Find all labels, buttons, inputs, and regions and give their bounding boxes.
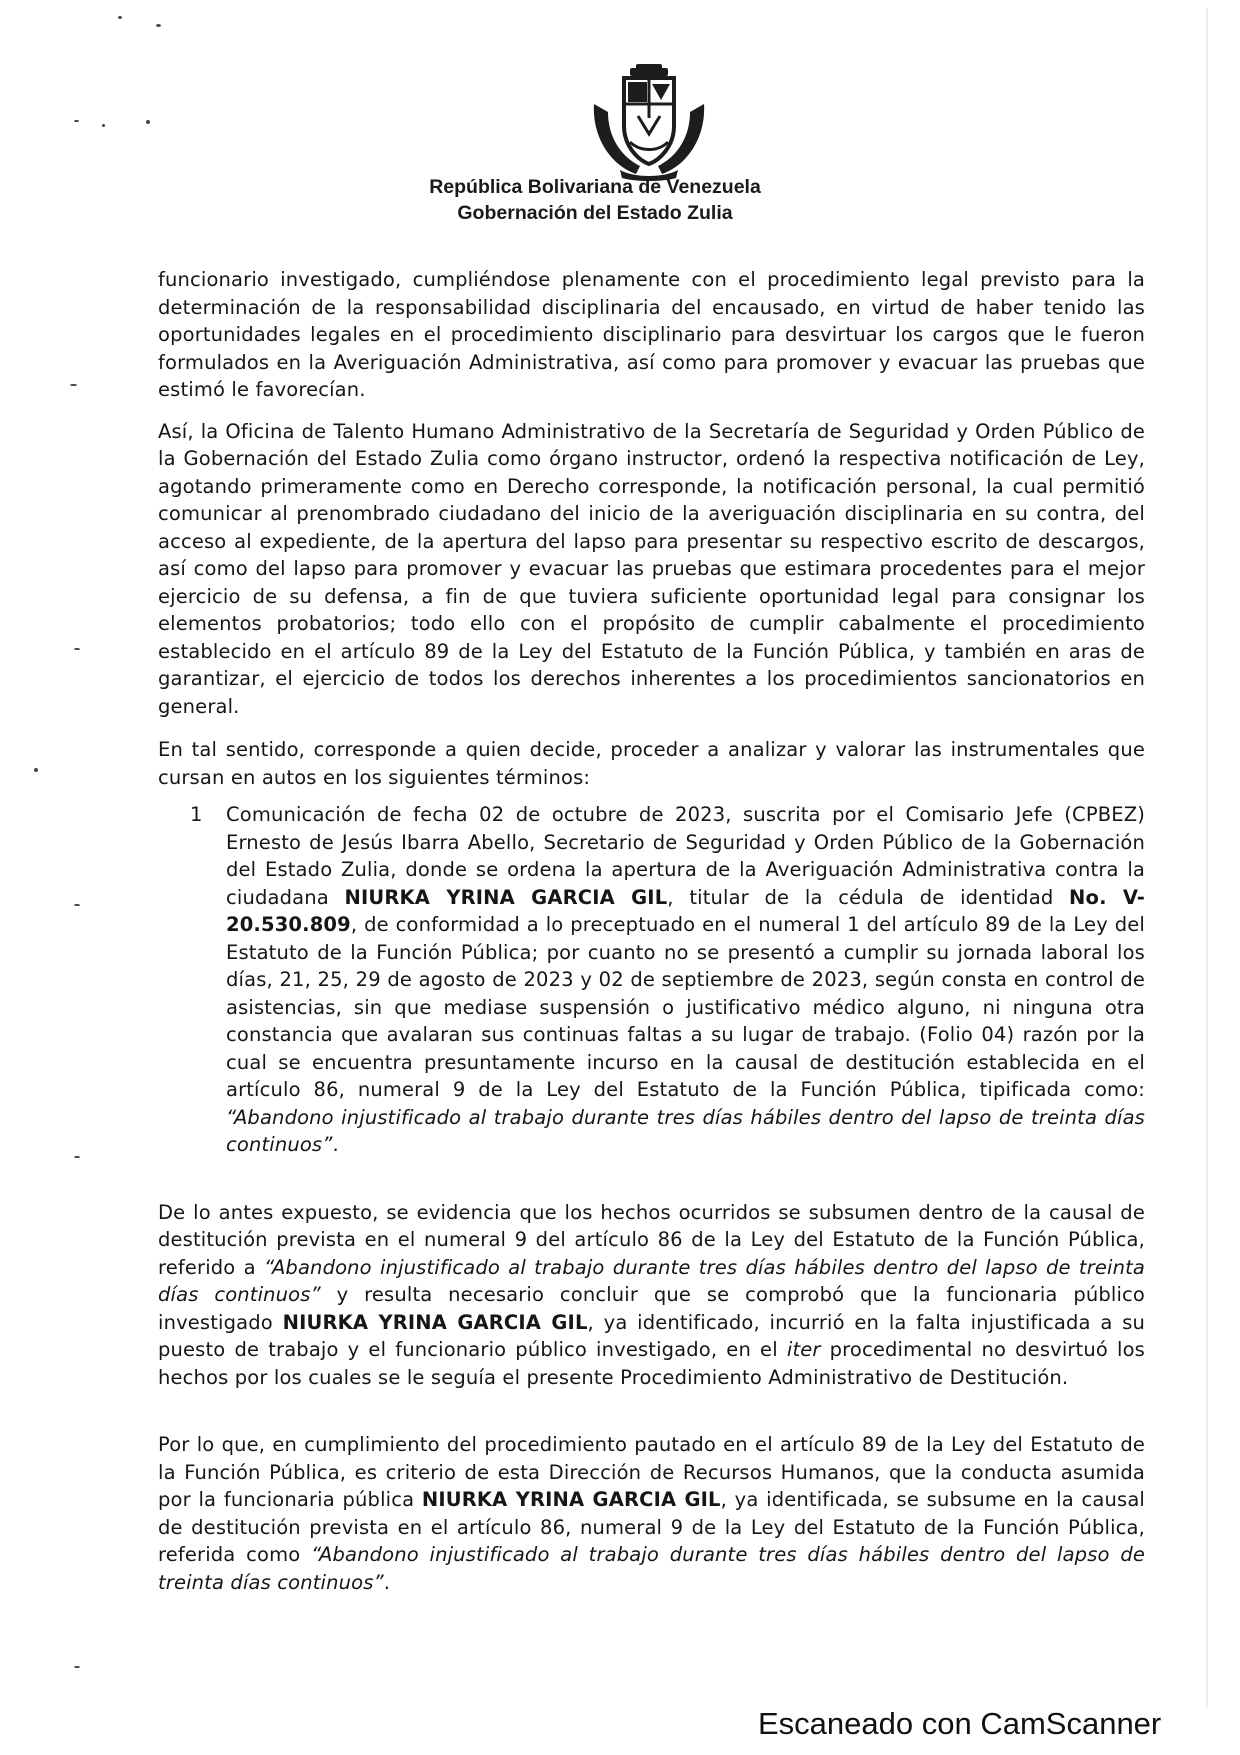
- text-segment: Por lo que, en cumplimiento del procedimiento pautado en el artículo 89 de la Ley del Estatuto de la Función Pública, es criterio de esta Dirección de Recursos Humanos, que la conducta asumida por la funcionaria pública: [158, 1433, 1145, 1511]
- scan-speck: [34, 768, 38, 772]
- scanner-watermark: Escaneado con CamScanner: [758, 1706, 1162, 1741]
- text-segment: y resulta necesario concluir que se comprobó que la funcionaria público investigado: [158, 1283, 1146, 1334]
- scan-speck: [70, 384, 77, 386]
- coat-of-arms-icon: [590, 64, 708, 182]
- list-item: [158, 801, 1145, 1159]
- scan-speck: [102, 124, 105, 127]
- paragraph-5: [158, 1199, 1145, 1392]
- text-segment: , ya identificado, incurrió en la falta injustificada a su puesto de trabajo y el funcionario público investigado, en el: [158, 1310, 1146, 1361]
- text-segment: .: [383, 1570, 391, 1594]
- scan-speck: [74, 904, 80, 906]
- scan-speck: [74, 648, 80, 650]
- scan-speck: [118, 16, 122, 19]
- scan-speck: [74, 120, 79, 122]
- scan-speck: [156, 24, 161, 27]
- person-name: NIURKA YRINA GARCIA GIL: [282, 1310, 588, 1334]
- paragraph-1: funcionario investigado, cumpliéndose plenamente con el procedimiento legal previsto para la determinación de la responsabilidad disciplinaria del encausado, en virtud de haber tenido las oportunidades legales en el procedimiento disciplinario para desvirtuar los cargos que le fueron formulados en la Averiguación Administrativa, así como para promover y evacuar las pruebas que estimó le favorecían.: [158, 268, 1145, 401]
- scan-speck: [74, 1666, 80, 1668]
- paragraph-3: En tal sentido, corresponde a quien decide, proceder a analizar y valorar las instrumentales que cursan en autos en los siguientes términos:: [158, 738, 1145, 789]
- latin-term: iter: [786, 1338, 821, 1361]
- paragraph-2: Así, la Oficina de Talento Humano Administrativo de la Secretaría de Seguridad y Orden Público de la Gobernación del Estado Zulia como órgano instructor, ordenó la respectiva notificación de Ley, agotando primeramente como en Derecho corresponde, la notificación personal, la cual permitió comunicar al prenombrado ciudadano del inicio de la averiguación disciplinaria en su contra, del acceso al expediente, de la apertura del lapso para presentar su respectivo escrito de descargos, así como del lapso para promover y evacuar las pruebas que estimara procedentes para el mejor ejercicio de su defensa, a fin de que tuviera suficiente oportunidad legal para consignar los elementos probatorios; todo ello con el propósito de cumplir cabalmente el procedimiento establecido en el artículo 89 de la Ley del Estatuto de la Función Pública, y también en aras de garantizar, el ejercicio de todos los derechos inherentes a los procedimientos sancionatorios en general.: [158, 419, 1145, 718]
- text-segment: , ya identificada, se subsume en la causal de destitución prevista en el artículo 86, numeral 9 de la Ley del Estatuto de la Función Pública, referida como: [158, 1488, 1145, 1566]
- letterhead-republic: República Bolivariana de Venezuela: [429, 176, 761, 198]
- person-name: NIURKA YRINA GARCIA GIL: [421, 1488, 721, 1511]
- item-text-segment: , titular de la cédula de identidad: [667, 885, 1070, 909]
- letterhead-government: Gobernación del Estado Zulia: [457, 202, 733, 224]
- text-segment: De lo antes expuesto, se evidencia que los hechos ocurridos se subsumen dentro de la causal de destitución prevista en el numeral 9 del artículo 86 de la Ley del Estatuto de la Función Pública, referido a: [158, 1200, 1145, 1279]
- scan-speck: [146, 120, 150, 124]
- list-item-number: 1: [190, 803, 203, 826]
- item-text-segment: , de conformidad a lo preceptuado en el numeral 1 del artículo 89 de la Ley del Estatuto de la Función Pública; por cuanto no se presentó a cumplir su jornada laboral los días, 21, 25, 29 de agosto de 2023 y 02 de septiembre de 2023, según consta en control de asistencias, sin que mediase suspensión o justificativo médico alguno, ni ninguna otra constancia que avalaran sus continuas faltas a su lugar de trabajo. (Folio 04) razón por la cual se encuentra presuntamente incurso en la causal de destitución establecida en el artículo 86, numeral 9 de la Ley del Estatuto de la Función Pública, tipificada como:: [226, 913, 1145, 1101]
- text-segment: procedimental no desvirtuó los hechos por los cuales se le seguía el presente Procedimiento Administrativo de Destitución.: [158, 1338, 1145, 1389]
- legal-quote: “Abandono injustificado al trabajo durante tres días hábiles dentro del lapso de treinta días continuos”: [158, 1255, 1146, 1306]
- id-number: No. V-20.530.809: [226, 885, 1145, 936]
- list-item-text: [226, 801, 1145, 1159]
- scan-speck: [74, 1156, 80, 1158]
- legal-quote: “Abandono injustificado al trabajo durante tres días hábiles dentro del lapso de treinta días continuos”: [226, 1105, 1145, 1156]
- paragraph-6: [158, 1431, 1145, 1596]
- legal-quote: “Abandono injustificado al trabajo durante tres días hábiles dentro del lapso de treinta días continuos”: [158, 1543, 1145, 1594]
- person-name: NIURKA YRINA GARCIA GIL: [344, 885, 668, 909]
- item-text-segment: Comunicación de fecha 02 de octubre de 2023, suscrita por el Comisario Jefe (CPBEZ) Ernesto de Jesús Ibarra Abello, Secretario de Seguridad y Orden Público de la Gobernación del Estado Zulia, donde se ordena la apertura de la Averiguación Administrativa contra la ciudadana: [226, 803, 1145, 909]
- item-text-segment: .: [332, 1133, 339, 1156]
- letterhead: [360, 174, 830, 226]
- document-body: [158, 266, 1145, 1596]
